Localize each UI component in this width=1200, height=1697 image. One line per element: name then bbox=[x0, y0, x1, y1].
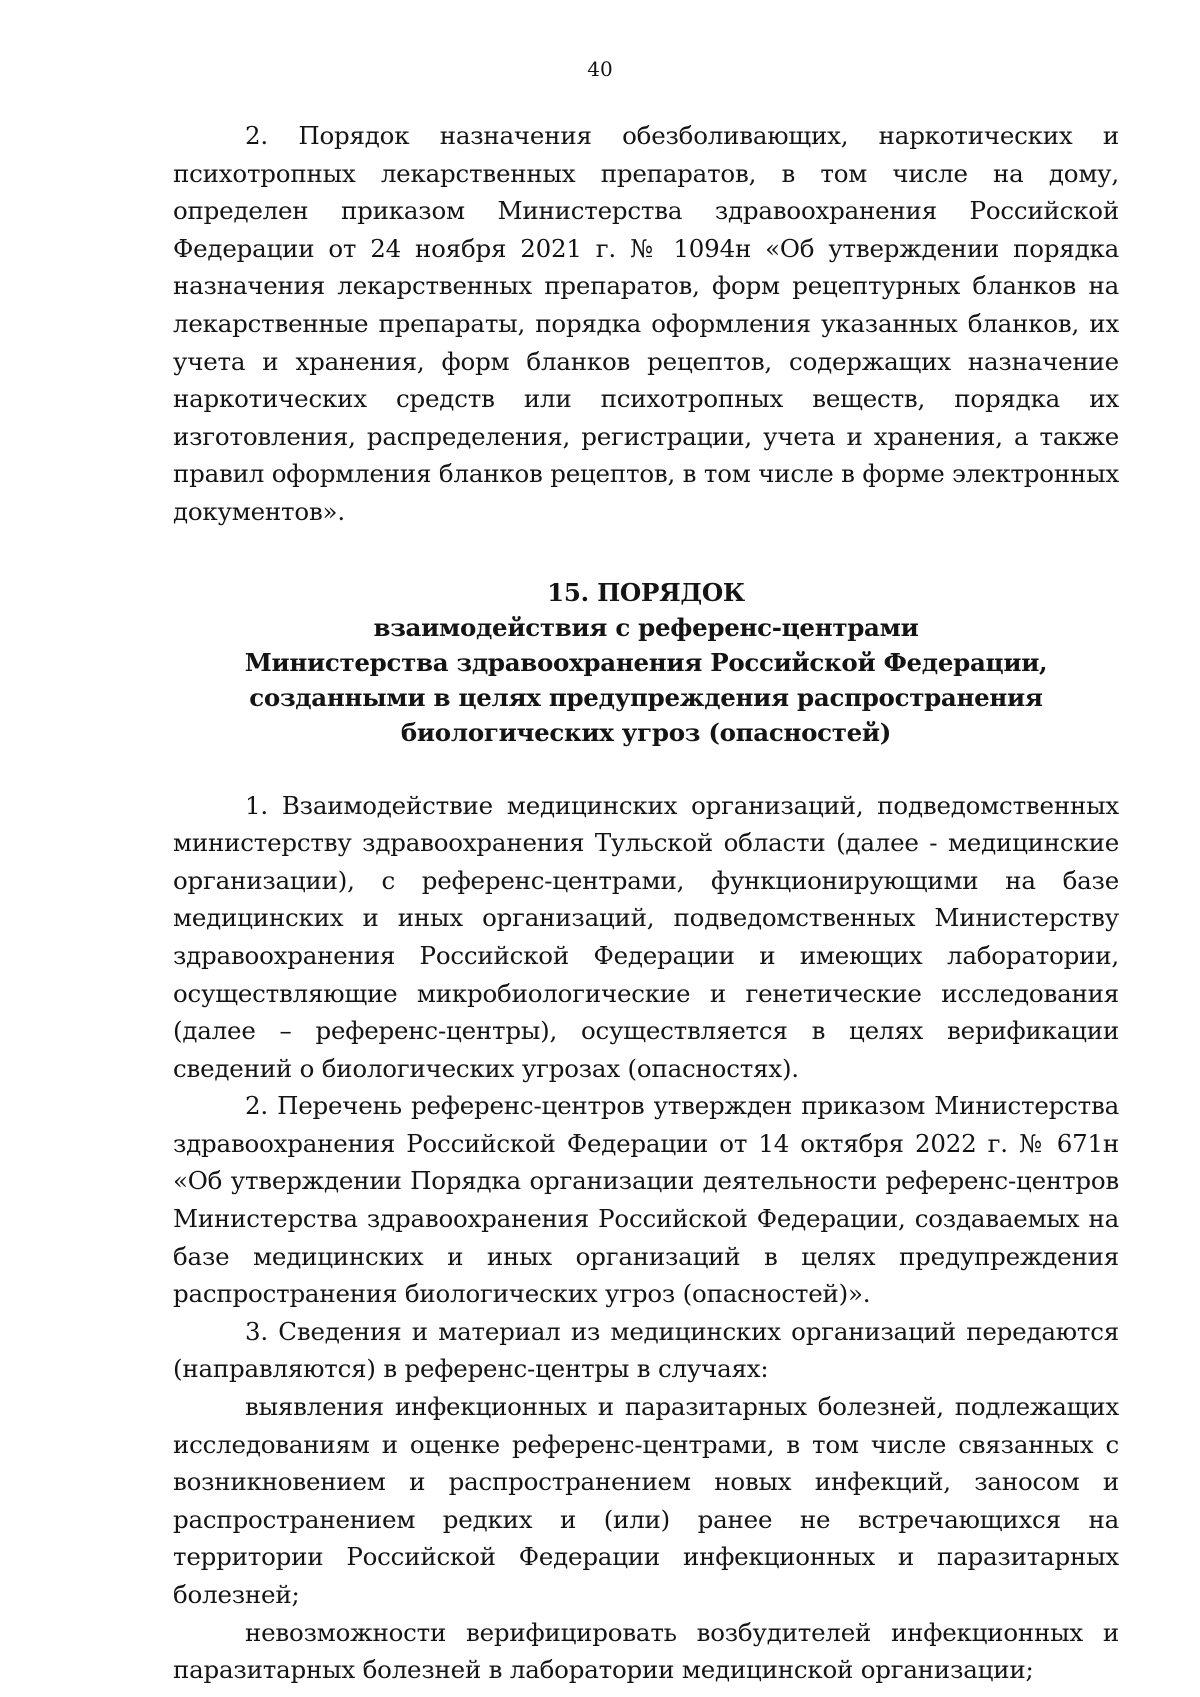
heading-line-1: 15. ПОРЯДОК bbox=[547, 577, 745, 607]
section15-heading bbox=[173, 575, 1119, 750]
heading-line-3: Министерства здравоохранения Российской Федерации, bbox=[244, 647, 1048, 677]
page-number: 40 bbox=[587, 57, 613, 81]
document-body bbox=[173, 117, 1119, 1689]
section14-paragraph-2: 2. Порядок назначения обезболивающих, наркотических и психотропных лекарственных препаратов, в том числе на дому, определен приказом Министерства здравоохранения Российской Федерации от 24 ноября 2021 г. № 1094н «Об утверждении порядка назначения лекарственных препаратов, форм рецептурных бланков на лекарственные препараты, порядка оформления указанных бланков, их учета и хранения, форм бланков рецептов, содержащих назначение наркотических средств или психотропных веществ, порядка их изготовления, распределения, регистрации, учета и хранения, а также правил оформления бланков рецептов, в том числе в форме электронных документов». bbox=[173, 121, 1119, 526]
heading-line-5: биологических угроз (опасностей) bbox=[400, 717, 892, 747]
section15-paragraph-1: 1. Взаимодействие медицинских организаций, подведомственных министерству здравоохранения Тульской области (далее - медицинские организации), с референс-центрами, функционирующими на базе медицинских и иных организаций, подведомственных Министерству здравоохранения Российской Федерации и имеющих лаборатории, осуществляющие микробиологические и генетические исследования (далее – референс-центры), осуществляется в целях верификации сведений о биологических угрозах (опасностях). bbox=[173, 790, 1119, 1083]
heading-line-4: созданными в целях предупреждения распространения bbox=[249, 682, 1043, 712]
heading-line-2: взаимодействия с референс-центрами bbox=[373, 612, 919, 642]
section15-paragraph-2: 2. Перечень референс-центров утвержден приказом Министерства здравоохранения Российской Федерации от 14 октября 2022 г. № 671н «Об утверждении Порядка организации деятельности референс-центров Министерства здравоохранения Российской Федерации, создаваемых на базе медицинских и иных организаций в целях предупреждения распространения биологических угроз (опасностей)». bbox=[173, 1091, 1119, 1309]
section15-case-1: выявления инфекционных и паразитарных болезней, подлежащих исследованиям и оценке референс-центрами, в том числе связанных с возникновением и распространением новых инфекций, заносом и распространением редких и (или) ранее не встречающихся на территории Российской Федерации инфекционных и паразитарных болезней; bbox=[173, 1392, 1119, 1609]
section15-case-2: невозможности верифицировать возбудителей инфекционных и паразитарных болезней в лаборатории медицинской организации; bbox=[173, 1617, 1119, 1685]
section15-paragraph-3: 3. Сведения и материал из медицинских организаций передаются (направляются) в референс-центры в случаях: bbox=[173, 1316, 1119, 1384]
